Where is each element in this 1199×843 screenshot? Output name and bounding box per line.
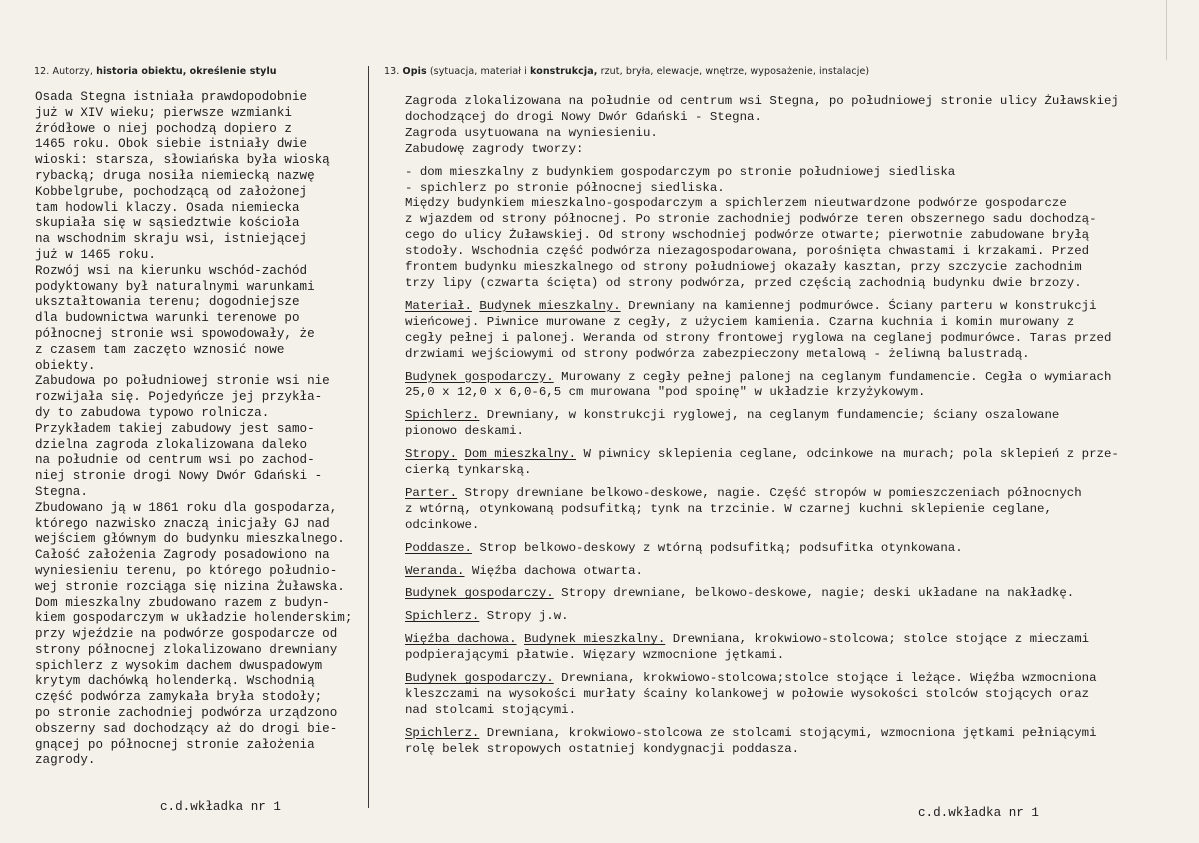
text-line: ukształtowania terenu; dogodniejsze	[35, 295, 300, 310]
text-line: podyktowany był naturalnymi warunkami	[35, 279, 315, 294]
section-granary-ceilings	[405, 609, 1185, 625]
section-subheading: Dom mieszkalny.	[464, 447, 577, 462]
text-run: Drewniana, krokwiowo-stolcowa;stolce stojące i leżące. Więźba wzmocniona	[553, 671, 1097, 686]
text-line: północnej stronie wsi spowodowały, że	[35, 326, 315, 341]
section-heading: Stropy.	[405, 447, 458, 462]
text-line: na południe od centrum wsi po zachod-	[35, 453, 315, 468]
text-line: na wschodnim skraju wsi, istniejącej	[35, 232, 308, 247]
section-subheading: Budynek mieszkalny.	[479, 298, 621, 313]
text-run: Drewniany, w konstrukcji ryglowej, na ceglanym fundamencie; ściany oszalowane	[479, 408, 1060, 423]
text-line: dy to zabudowa typowo rolnicza.	[35, 405, 270, 420]
text-line: trzy lipy (czwarta ścięta) od strony podwórza, przed częścią zachodnią budynku dwie brzozy.	[405, 275, 1082, 290]
section-granary	[405, 408, 1185, 424]
section-subheading: Budynek mieszkalny.	[523, 632, 666, 647]
text-line: Zabudowę zagrody tworzy:	[405, 141, 584, 156]
text-line: - dom mieszkalny z budynkiem gospodarczym po stronie południowej siedliska	[405, 164, 956, 179]
text-line: frontem budynku mieszkalnego od strony południowej okazały kasztan, przy szczycie zachodnim	[405, 260, 1082, 275]
section-material	[405, 299, 1185, 315]
text-line: część podwórza zamykała bryła stodoły;	[35, 690, 323, 705]
section-outbuilding-truss	[405, 671, 1185, 687]
text-line: niej stronie drogi Nowy Dwór Gdański -	[35, 469, 323, 484]
text-line: Całość założenia Zagrody posadowiono na	[35, 548, 330, 563]
section-heading: Budynek gospodarczy.	[405, 671, 554, 686]
section-heading: Budynek gospodarczy.	[405, 369, 554, 384]
text-line: kiem gospodarczym w układzie holenderskim;	[35, 611, 353, 626]
edge-mark	[1166, 0, 1167, 60]
text-line: podpierającymi płatwie. Więzary wzmocnione jętkami.	[405, 648, 785, 663]
text-line: dla budownictwa warunki terenowe po	[35, 311, 300, 326]
text-line: obszerny sad dochodzący aż do drogi bie-	[35, 721, 338, 736]
header-part: (sytuacja, materiał i	[429, 66, 527, 77]
text-run: Stropy j.w.	[479, 609, 569, 624]
section-ground-floor	[405, 486, 1185, 502]
section-outbuilding-ceilings	[405, 586, 1185, 602]
continuation-note-right: c.d.wkładka nr 1	[918, 806, 1039, 820]
text-run: W piwnicy sklepienia ceglane, odcinkowe na murach; pola sklepień z prze-	[576, 447, 1119, 462]
text-line: Osada Stegna istniała prawdopodobnie	[35, 90, 308, 104]
header-number: 13.	[384, 66, 400, 77]
text-line: drzwiami wejściowymi od strony podwórza zabezpieczony metalową - żeliwną balustradą.	[405, 346, 1030, 361]
text-line: cego do ulicy Żuławskiej. Od strony wschodniej podwórze otwarte; pierwotnie zabudowane bryłą	[405, 228, 1090, 243]
section-heading: Budynek gospodarczy.	[405, 586, 554, 601]
text-line: Zbudowano ją w 1861 roku dla gospodarza,	[35, 500, 338, 515]
header-part-bold: konstrukcja,	[530, 66, 598, 77]
section-heading: Weranda.	[405, 563, 465, 578]
text-line: przy wjeździe na podwórze gospodarcze od	[35, 627, 338, 642]
section-heading: Parter.	[405, 485, 458, 500]
section-heading: Materiał.	[405, 298, 472, 313]
section-heading: Spichlerz.	[405, 609, 480, 624]
text-line: obiekty.	[35, 358, 96, 373]
text-line: Dom mieszkalny zbudowano razem z budyn-	[35, 595, 330, 610]
section-attic	[405, 541, 1185, 557]
header-part: Autorzy,	[52, 66, 93, 77]
header-part: rzut, bryła, elewacje, wnętrze, wyposażenie, instalacje)	[600, 66, 870, 77]
text-line: wejściem głównym do budynku mieszkalnego.	[35, 532, 345, 547]
text-line: po stronie zachodniej podwórza urządzono	[35, 706, 338, 721]
left-column-header	[34, 66, 277, 77]
section-heading: Spichlerz.	[405, 408, 480, 423]
text-line: dochodzącej do drogi Nowy Dwór Gdański - Stegna.	[405, 109, 762, 124]
text-line: rybacką; druga nosiła niemiecką nazwę	[35, 168, 315, 183]
text-line: rolę belek stropowych ostatniej kondygnacji poddasza.	[405, 741, 800, 756]
section-veranda	[405, 564, 1185, 580]
text-line: krytym dachówką holenderką. Wschodnią	[35, 674, 315, 689]
text-line: Rozwój wsi na kierunku wschód-zachód	[35, 263, 308, 278]
section-heading: Więźba dachowa.	[405, 632, 517, 647]
text-line: skupiała się w sąsiedztwie kościoła	[35, 216, 300, 231]
text-run: Stropy drewniane, belkowo-deskowe, nagie; deski układane na nakładkę.	[553, 586, 1075, 601]
description-text	[405, 94, 1185, 758]
text-line: wioski: starsza, słowiańska była wioską	[35, 153, 330, 168]
text-line: tam hodowli klaczy. Osada niemiecka	[35, 200, 300, 215]
text-line: Przykładem takiej zabudowy jest samo-	[35, 421, 315, 436]
text-line: zagrody.	[35, 753, 96, 768]
text-line: już w XIV wieku; pierwsze wzmianki	[35, 105, 292, 120]
section-heading: Spichlerz.	[405, 725, 480, 740]
text-line: spichlerz z wysokim dachem dwuspadowym	[35, 658, 323, 673]
text-run: Więźba dachowa otwarta.	[464, 563, 643, 578]
text-line: kleszczami na wysokości murłaty ścainy kolankowej w połowie wysokości stolców stojących oraz	[405, 687, 1090, 701]
header-number: 12.	[34, 66, 50, 77]
header-part-bold: Opis	[402, 66, 427, 77]
text-line: 1465 roku. Obok siebie istniały dwie	[35, 137, 308, 152]
text-line: Zagroda usytuowana na wyniesieniu.	[405, 125, 658, 140]
text-line: z wtórną, otynkowaną podsufitką; tynk na trzcinie. W czarnej kuchni sklepienie ceglane,	[405, 501, 1052, 516]
section-granary-truss	[405, 726, 1185, 742]
header-part-bold: historia obiektu,	[96, 66, 187, 77]
text-line: strony północnej zlokalizowano drewniany	[35, 642, 338, 657]
text-run: Murowany z cegły pełnej palonej na ceglanym fundamencie. Cegła o wymiarach	[553, 369, 1112, 384]
text-line: rozwijała się. Pojedyńcze jej przykła-	[35, 390, 323, 405]
section-ceilings	[405, 447, 1185, 463]
text-line: Zabudowa po południowej stronie wsi nie	[35, 374, 330, 389]
continuation-note-left: c.d.wkładka nr 1	[160, 800, 281, 814]
history-text	[35, 90, 370, 769]
text-line: cierką tynkarską.	[405, 463, 532, 478]
text-line: stodoły. Wschodnia część podwórza niezagospodarowana, porośnięta chwastami i krzakami. Przed	[405, 244, 1090, 259]
text-line: odcinkowe.	[405, 517, 480, 532]
right-column-header	[384, 66, 869, 77]
text-line: Kobbelgrube, pochodzącą od założonej	[35, 184, 308, 199]
text-line: wieńcowej. Piwnice murowane z cegły, z użyciem kamienia. Czarna kuchnia i komin murowany z	[405, 314, 1075, 329]
section-outbuilding	[405, 370, 1185, 386]
text-line: z wjazdem od strony północnej. Po stronie zachodniej podwórze teren obszernego sadu dochodzą-	[405, 212, 1097, 227]
text-line: cegły pełnej i palonej. Weranda od strony frontowej ryglowa na ceglanej podmurówce. Taras przed	[405, 330, 1112, 345]
text-line: dzielna zagroda zlokalizowana daleko	[35, 437, 308, 452]
header-part-bold: określenie stylu	[189, 66, 277, 77]
text-line: 25,0 x 12,0 x 6,0-6,5 cm murowana "pod spoinę" w układzie krzyżykowym.	[405, 385, 926, 400]
text-line: - spichlerz po stronie północnej siedliska.	[405, 180, 725, 195]
text-run: Drewniana, krokwiowo-stolcowa; stolce stojące z mieczami	[665, 632, 1090, 647]
text-run: Drewniany na kamiennej podmurówce. Ściany parteru w konstrukcji	[620, 298, 1097, 313]
text-run: Stropy drewniane belkowo-deskowe, nagie. Część stropów w pomieszczeniach północnych	[457, 485, 1082, 500]
text-run: Strop belkowo-deskowy z wtórną podsufitką; podsufitka otynkowana.	[471, 540, 963, 555]
text-line: Między budynkiem mieszkalno-gospodarczym a spichlerzem nieutwardzone podwórze gospodarcze	[405, 196, 1067, 211]
text-line: już w 1465 roku.	[35, 247, 156, 262]
text-line: Zagroda zlokalizowana na południe od centrum wsi Stegna, po południowej stronie ulicy Żuławskiej	[405, 94, 1119, 108]
text-run: Drewniana, krokwiowo-stolcowa ze stolcami stojącymi, wzmocniona jętkami pełniącymi	[479, 725, 1097, 740]
text-line: którego nazwisko znaczą inicjały GJ nad	[35, 516, 330, 531]
text-line: pionowo deskami.	[405, 424, 524, 439]
text-line: Stegna.	[35, 484, 88, 499]
text-line: z czasem tam zaczęto wznosić nowe	[35, 342, 285, 357]
section-heading: Poddasze.	[405, 540, 472, 555]
text-line: źródłowe o niej pochodzą dopiero z	[35, 121, 292, 136]
text-line: wyniesieniu terenu, po którego południo-	[35, 563, 338, 578]
text-line: gnącej po północnej stronie założenia	[35, 737, 315, 752]
text-line: nad stolcami stojącymi.	[405, 702, 577, 717]
section-roof-truss	[405, 632, 1185, 648]
text-line: wej stronie rozciąga się nizina Żuławska.	[35, 579, 345, 594]
